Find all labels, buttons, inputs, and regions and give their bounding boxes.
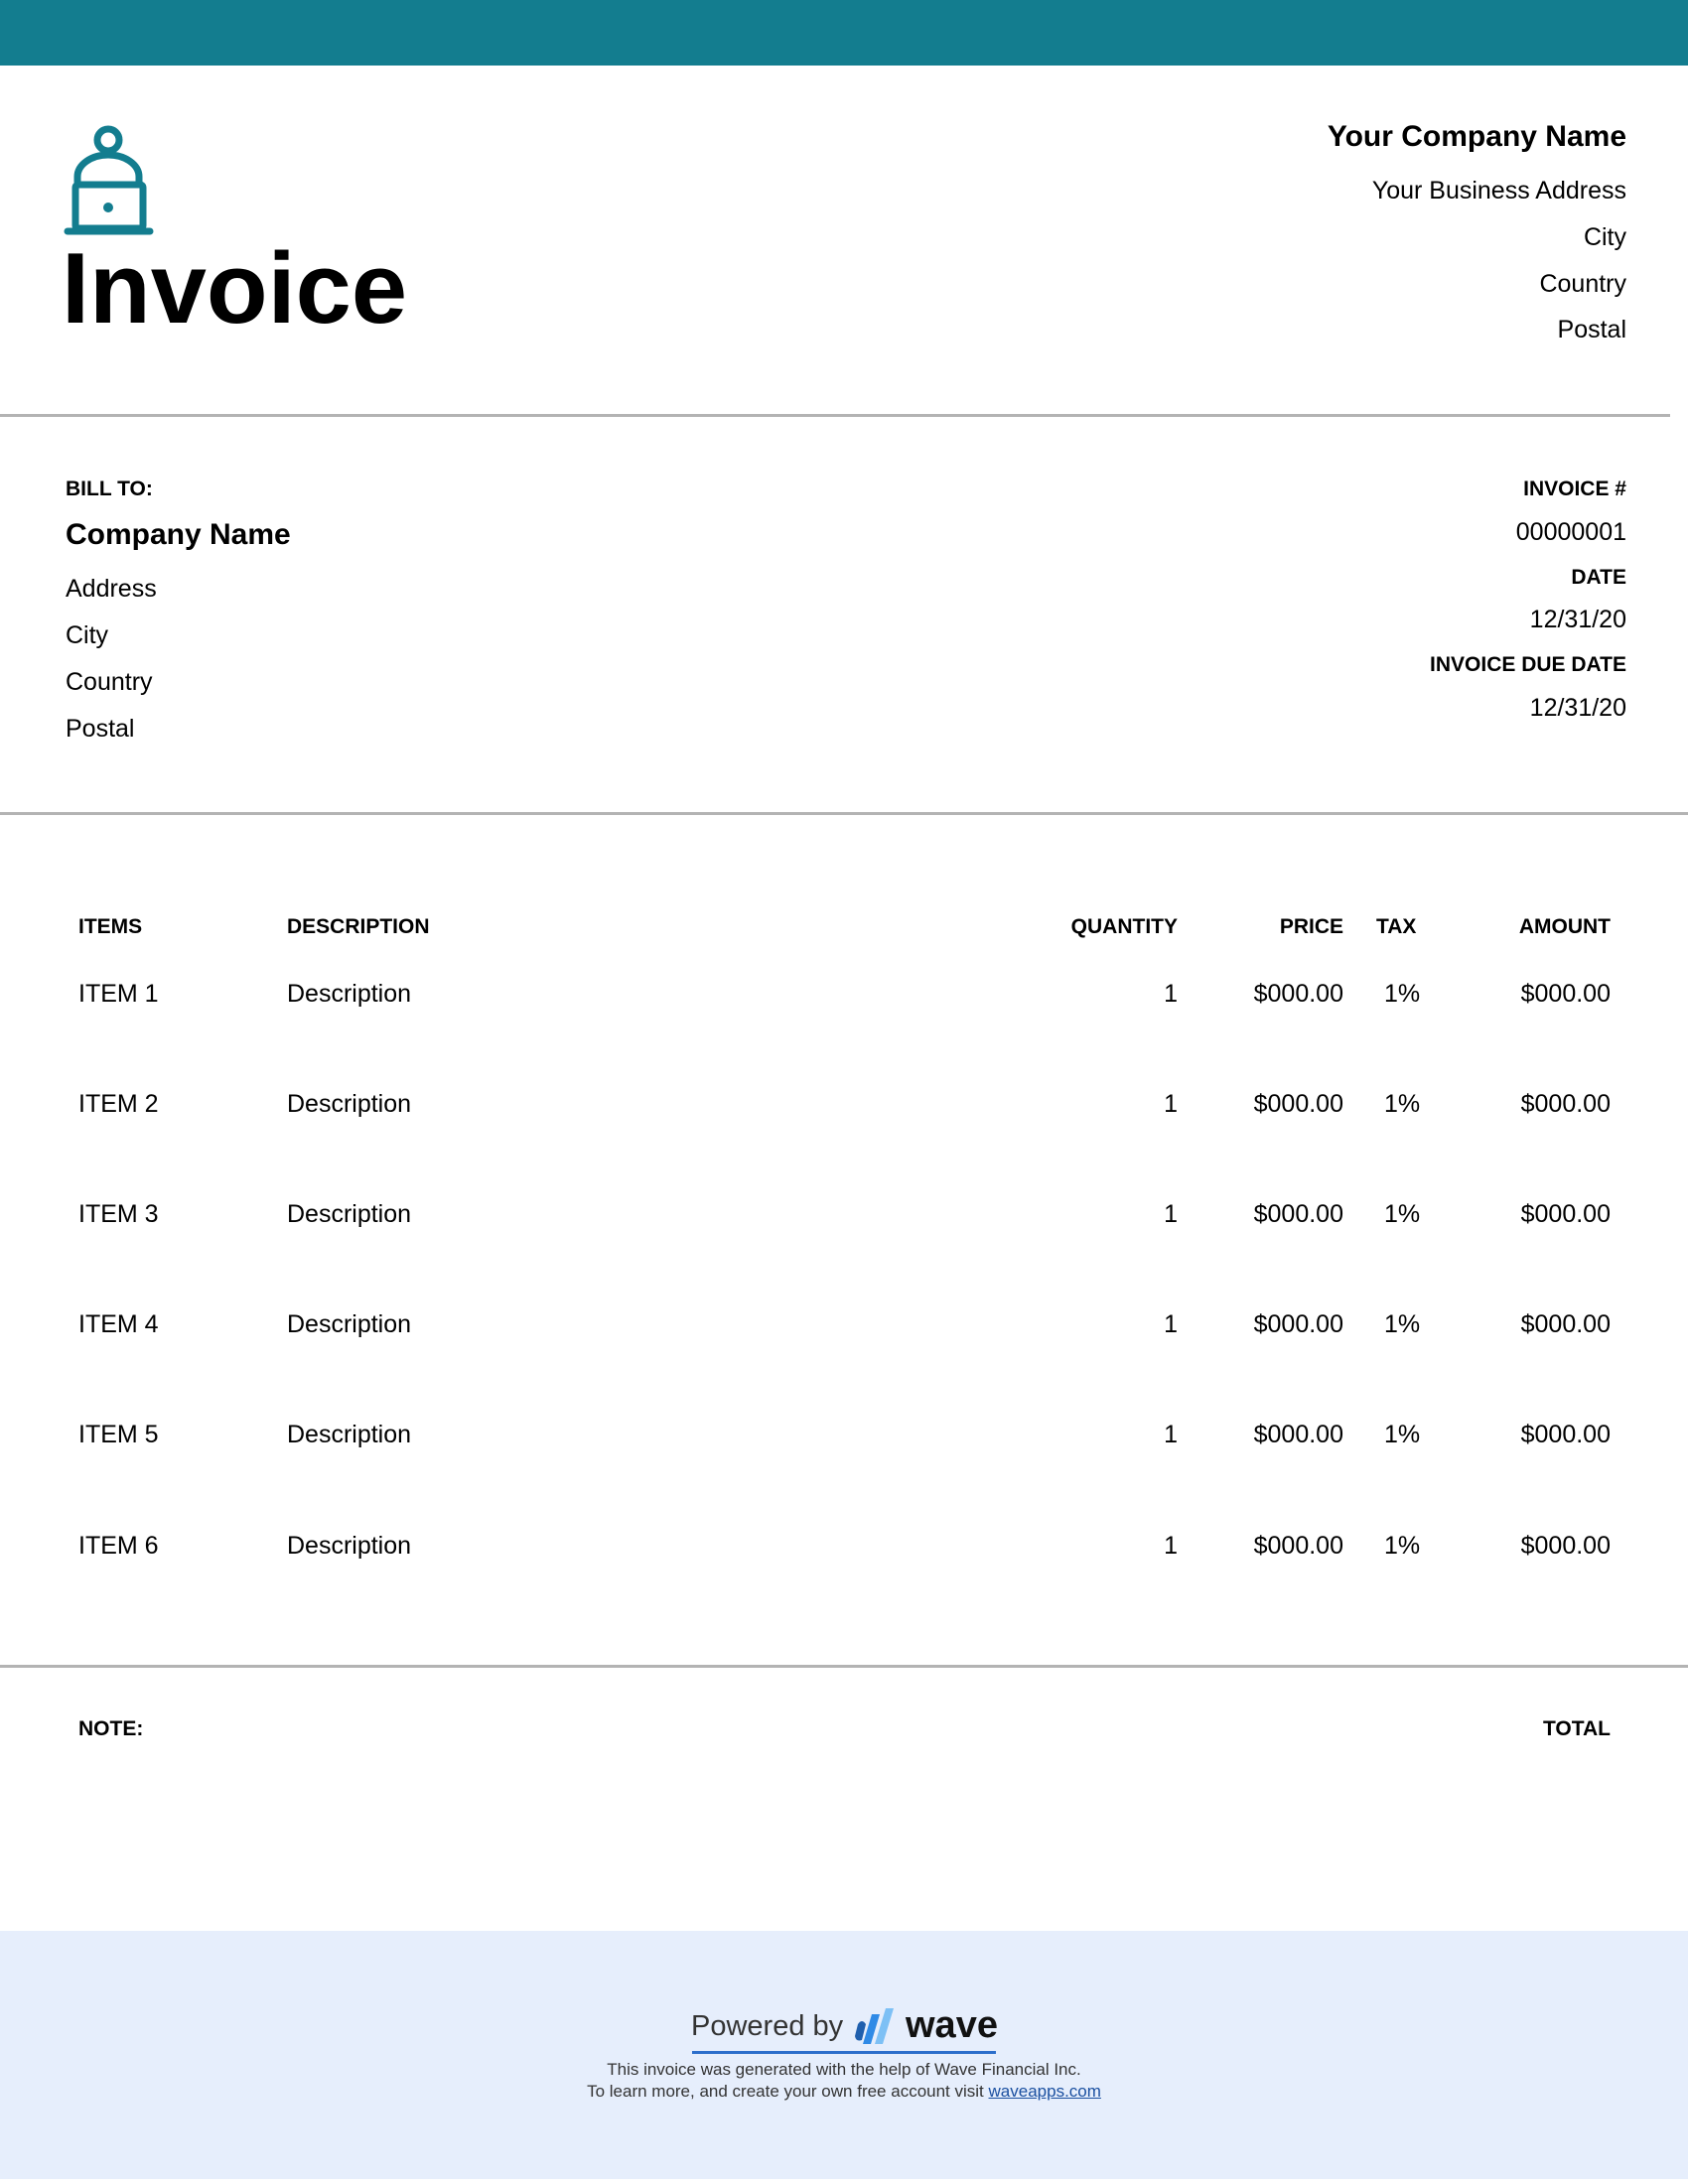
row-item: ITEM 2 <box>78 1090 159 1118</box>
bill-to-label: BILL TO: <box>66 478 153 500</box>
footer-line-2 <box>0 2082 1688 2102</box>
row-price: $000.00 <box>1253 1310 1343 1338</box>
invoice-date: 12/31/20 <box>1529 606 1626 633</box>
row-description: Description <box>287 980 412 1008</box>
divider <box>0 414 1670 417</box>
row-amount: $000.00 <box>1520 1532 1611 1560</box>
header-description: DESCRIPTION <box>287 915 430 938</box>
row-tax: 1% <box>1384 1090 1421 1118</box>
row-quantity: 1 <box>1164 1532 1178 1560</box>
row-price: $000.00 <box>1253 1532 1343 1560</box>
row-description: Description <box>287 1421 412 1448</box>
row-price: $000.00 <box>1253 980 1343 1008</box>
total-label: TOTAL <box>1542 1717 1611 1740</box>
row-amount: $000.00 <box>1520 1310 1611 1338</box>
row-tax: 1% <box>1384 1421 1421 1448</box>
invoice-number: 00000001 <box>1515 518 1626 546</box>
note-label: NOTE: <box>78 1717 144 1740</box>
row-price: $000.00 <box>1253 1421 1343 1448</box>
row-quantity: 1 <box>1164 1421 1178 1448</box>
due-date-label: INVOICE DUE DATE <box>1430 653 1626 676</box>
row-item: ITEM 4 <box>78 1310 159 1338</box>
row-price: $000.00 <box>1253 1090 1343 1118</box>
bill-to-postal: Postal <box>66 715 135 743</box>
row-price: $000.00 <box>1253 1200 1343 1228</box>
row-amount: $000.00 <box>1520 980 1611 1008</box>
footer-line-1: This invoice was generated with the help of Wave Financial Inc. <box>607 2060 1081 2079</box>
company-city: City <box>1583 223 1626 251</box>
due-date: 12/31/20 <box>1529 694 1626 722</box>
header-tax: TAX <box>1376 915 1417 938</box>
powered-by-underline <box>692 2051 996 2054</box>
wave-brand: wave <box>906 2004 998 2046</box>
company-postal: Postal <box>1557 316 1626 343</box>
bill-to-country: Country <box>66 668 153 696</box>
row-description: Description <box>287 1532 412 1560</box>
row-amount: $000.00 <box>1520 1421 1611 1448</box>
row-description: Description <box>287 1200 412 1228</box>
row-quantity: 1 <box>1164 1200 1178 1228</box>
row-tax: 1% <box>1384 1532 1421 1560</box>
row-tax: 1% <box>1384 980 1421 1008</box>
date-label: DATE <box>1571 566 1626 589</box>
bill-to-address: Address <box>66 575 157 603</box>
invoice-number-label: INVOICE # <box>1523 478 1626 500</box>
row-item: ITEM 1 <box>78 980 159 1008</box>
row-amount: $000.00 <box>1520 1200 1611 1228</box>
bill-to-city: City <box>66 621 109 649</box>
wave-logo-icon <box>852 2006 900 2046</box>
powered-by-text: Powered by <box>691 2010 844 2042</box>
company-address: Your Business Address <box>1371 177 1626 205</box>
footer-line-2-text: To learn more, and create your own free account visit <box>587 2082 984 2101</box>
divider <box>0 812 1688 815</box>
footer <box>0 1931 1688 2179</box>
header-items: ITEMS <box>78 915 143 938</box>
company-name: Your Company Name <box>1327 120 1626 153</box>
company-country: Country <box>1539 270 1626 298</box>
row-tax: 1% <box>1384 1310 1421 1338</box>
page-title: Invoice <box>62 233 408 344</box>
row-amount: $000.00 <box>1520 1090 1611 1118</box>
header-amount: AMOUNT <box>1518 915 1611 938</box>
bill-to-company: Company Name <box>66 518 291 551</box>
header-quantity: QUANTITY <box>1070 915 1178 938</box>
row-item: ITEM 5 <box>78 1421 159 1448</box>
header-price: PRICE <box>1279 915 1343 938</box>
row-tax: 1% <box>1384 1200 1421 1228</box>
waveapps-link[interactable]: waveapps.com <box>988 2082 1101 2101</box>
top-accent-bar <box>0 0 1688 66</box>
row-item: ITEM 3 <box>78 1200 159 1228</box>
divider <box>0 1665 1688 1668</box>
row-quantity: 1 <box>1164 980 1178 1008</box>
person-laptop-icon <box>64 125 155 236</box>
row-quantity: 1 <box>1164 1090 1178 1118</box>
row-item: ITEM 6 <box>78 1532 159 1560</box>
row-description: Description <box>287 1310 412 1338</box>
row-description: Description <box>287 1090 412 1118</box>
row-quantity: 1 <box>1164 1310 1178 1338</box>
